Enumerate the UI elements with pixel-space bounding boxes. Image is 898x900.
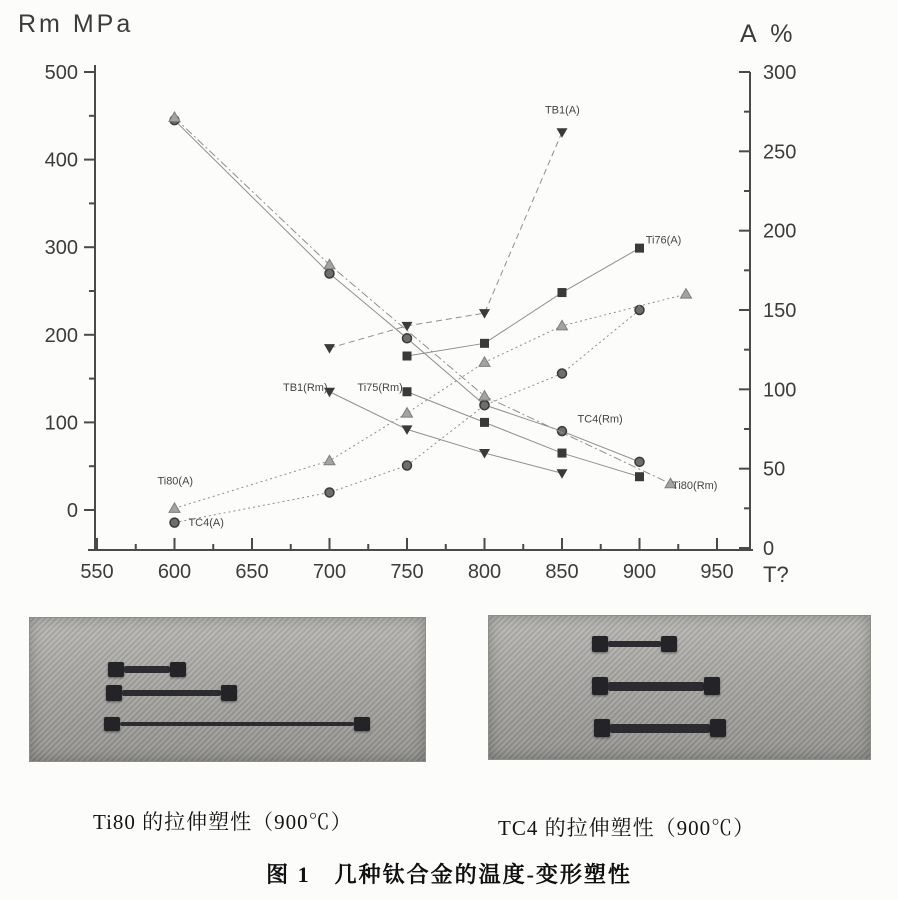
series-label: Ti75(Rm) xyxy=(357,381,403,394)
data-point-marker xyxy=(403,334,412,343)
left-axis-title: Rm MPa xyxy=(18,10,134,38)
tensile-specimen-2 xyxy=(106,685,237,701)
data-point-marker xyxy=(403,352,412,361)
tensile-specimen-3 xyxy=(104,717,370,731)
specimen-gauge-section xyxy=(610,724,710,733)
svg-text:250: 250 xyxy=(763,141,797,164)
data-point-marker xyxy=(325,269,334,278)
specimen-grip-end xyxy=(592,636,608,652)
data-point-marker xyxy=(558,288,567,297)
specimen-grip-end xyxy=(592,677,608,695)
series-Ti80(A) xyxy=(157,289,691,513)
data-point-marker xyxy=(402,408,413,418)
data-point-marker xyxy=(557,128,568,138)
series-Ti80(Rm) xyxy=(169,112,717,492)
svg-text:800: 800 xyxy=(467,561,502,583)
specimen-gauge-section xyxy=(124,666,170,673)
svg-text:750: 750 xyxy=(390,561,424,583)
specimen-grip-end xyxy=(170,662,186,677)
data-point-marker xyxy=(479,391,490,401)
series-Ti75(Rm) xyxy=(357,382,644,481)
svg-text:300: 300 xyxy=(44,237,78,260)
specimen-grip-end xyxy=(221,685,237,701)
data-point-marker xyxy=(681,289,692,299)
data-point-marker xyxy=(635,472,644,481)
specimen-gauge-section xyxy=(608,682,704,691)
specimen-grip-end xyxy=(661,636,677,652)
series-Ti76(A) xyxy=(403,234,682,360)
svg-text:0: 0 xyxy=(763,538,775,560)
svg-text:50: 50 xyxy=(763,458,786,481)
specimen-grip-end xyxy=(106,685,122,701)
svg-text:100: 100 xyxy=(763,379,797,402)
data-point-marker xyxy=(324,344,335,354)
data-point-marker xyxy=(479,357,490,367)
specimen-gauge-section xyxy=(608,641,661,647)
data-point-marker xyxy=(480,401,489,410)
ti80-specimen-photo xyxy=(30,618,425,761)
figure-caption: 图 1 几种钛合金的温度-变形塑性 xyxy=(266,862,632,887)
series-line xyxy=(175,118,671,484)
series-label: Ti80(Rm) xyxy=(672,479,718,492)
data-point-marker xyxy=(635,306,644,315)
data-point-marker xyxy=(635,457,644,466)
specimen-grip-end xyxy=(108,662,124,677)
data-point-marker xyxy=(169,503,180,512)
series-line xyxy=(330,392,563,473)
svg-text:950: 950 xyxy=(700,561,734,583)
specimen-grip-end xyxy=(594,719,610,737)
data-point-marker xyxy=(170,518,179,527)
data-point-marker xyxy=(557,469,568,479)
series-TB1(A) xyxy=(324,104,580,353)
ti80-photo-caption: Ti80 的拉伸塑性（900℃） xyxy=(93,810,353,834)
right-axis-title: A % xyxy=(740,20,797,48)
svg-text:900: 900 xyxy=(622,561,657,583)
data-point-marker xyxy=(635,244,644,253)
tensile-specimen-3 xyxy=(594,719,726,737)
series-label: Ti80(A) xyxy=(157,475,194,488)
svg-text:850: 850 xyxy=(545,561,579,583)
svg-text:0: 0 xyxy=(66,500,78,522)
series-line xyxy=(407,248,640,356)
svg-text:400: 400 xyxy=(44,149,78,172)
data-point-marker xyxy=(403,461,412,470)
specimen-gauge-section xyxy=(120,722,354,726)
tensile-specimen-2 xyxy=(592,677,720,695)
svg-text:100: 100 xyxy=(44,412,78,435)
data-point-marker xyxy=(324,455,335,465)
x-axis-title: T? xyxy=(763,562,789,587)
data-point-marker xyxy=(480,339,489,348)
data-point-marker xyxy=(325,488,334,497)
tc4-photo-caption: TC4 的拉伸塑性（900℃） xyxy=(498,816,756,840)
specimen-grip-end xyxy=(710,719,726,737)
series-label: TC4(Rm) xyxy=(577,413,623,426)
svg-text:550: 550 xyxy=(80,561,114,583)
svg-text:200: 200 xyxy=(763,220,797,243)
svg-text:700: 700 xyxy=(312,561,347,583)
svg-text:200: 200 xyxy=(44,324,78,347)
data-point-marker xyxy=(480,418,489,427)
specimen-grip-end xyxy=(104,717,120,731)
svg-text:500: 500 xyxy=(44,62,78,84)
svg-text:650: 650 xyxy=(235,561,269,583)
tc4-specimen-photo xyxy=(489,616,870,759)
series-label: TB1(A) xyxy=(544,104,580,117)
tensile-specimen-1 xyxy=(592,636,677,652)
svg-text:150: 150 xyxy=(763,300,797,322)
series-label: TC4(A) xyxy=(188,516,224,529)
data-point-marker xyxy=(403,387,412,396)
tensile-specimen-1 xyxy=(108,662,186,677)
svg-text:300: 300 xyxy=(763,62,797,84)
specimen-gauge-section xyxy=(122,690,221,696)
svg-text:600: 600 xyxy=(157,561,192,583)
series-label: Ti76(A) xyxy=(645,234,682,247)
series-label: TB1(Rm) xyxy=(283,381,328,394)
specimen-grip-end xyxy=(704,677,720,695)
specimen-grip-end xyxy=(354,717,370,731)
series-line xyxy=(407,392,640,477)
data-point-marker xyxy=(558,369,567,378)
data-point-marker xyxy=(558,449,567,458)
